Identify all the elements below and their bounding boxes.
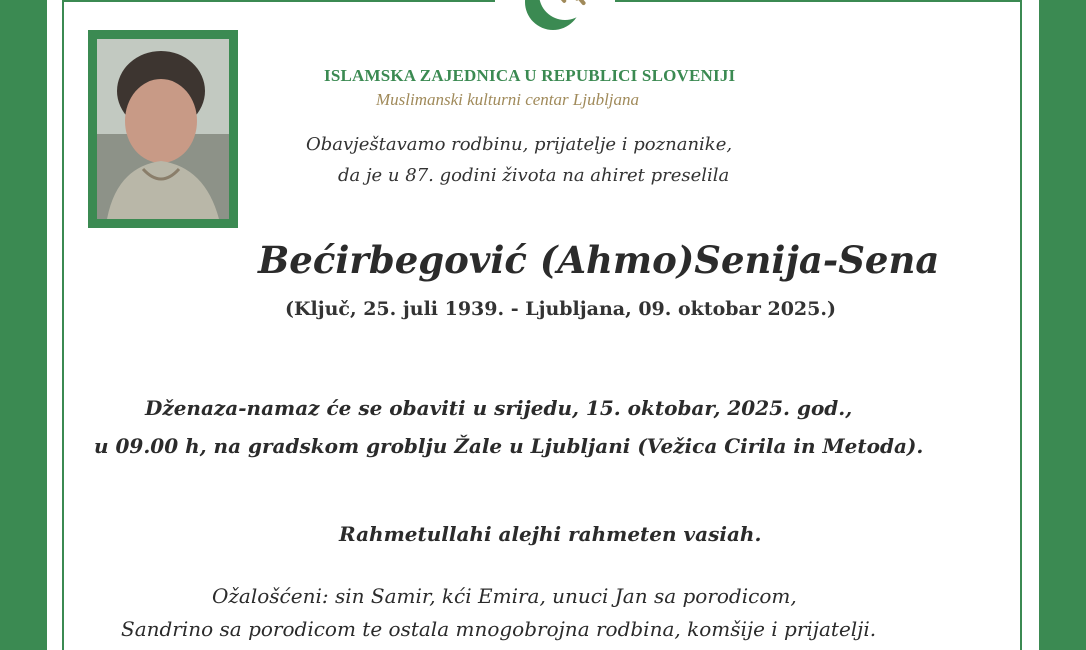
deceased-name: Bećirbegović (Ahmo)Senija-Sena	[258, 238, 940, 282]
life-dates: (Ključ, 25. juli 1939. - Ljubljana, 09. oktobar 2025.)	[285, 298, 836, 320]
prayer-text: Rahmetullahi alejhi rahmeten vasiah.	[339, 522, 762, 546]
funeral-line-2: u 09.00 h, na gradskom groblju Žale u Ljubljani (Vežica Cirila in Metoda).	[94, 434, 924, 458]
portrait-frame	[88, 30, 238, 228]
funeral-line-1: Dženaza-namaz će se obaviti u srijedu, 15. oktobar, 2025. god.,	[145, 396, 853, 420]
crescent-emblem-icon	[505, 0, 605, 50]
announcement-line-2: da je u 87. godini života na ahiret preselila	[338, 165, 730, 186]
mourners-line-1: Ožalošćeni: sin Samir, kći Emira, unuci Jan sa porodicom,	[212, 584, 797, 608]
organization-name: ISLAMSKA ZAJEDNICA U REPUBLICI SLOVENIJI	[324, 66, 736, 85]
announcement-line-1: Obavještavamo rodbinu, prijatelje i poznanike,	[306, 134, 733, 155]
portrait-photo	[97, 39, 229, 219]
center-name: Muslimanski kulturni centar Ljubljana	[376, 90, 640, 109]
mourners-line-2: Sandrino sa porodicom te ostala mnogobrojna rodbina, komšije i prijatelji.	[121, 617, 877, 641]
